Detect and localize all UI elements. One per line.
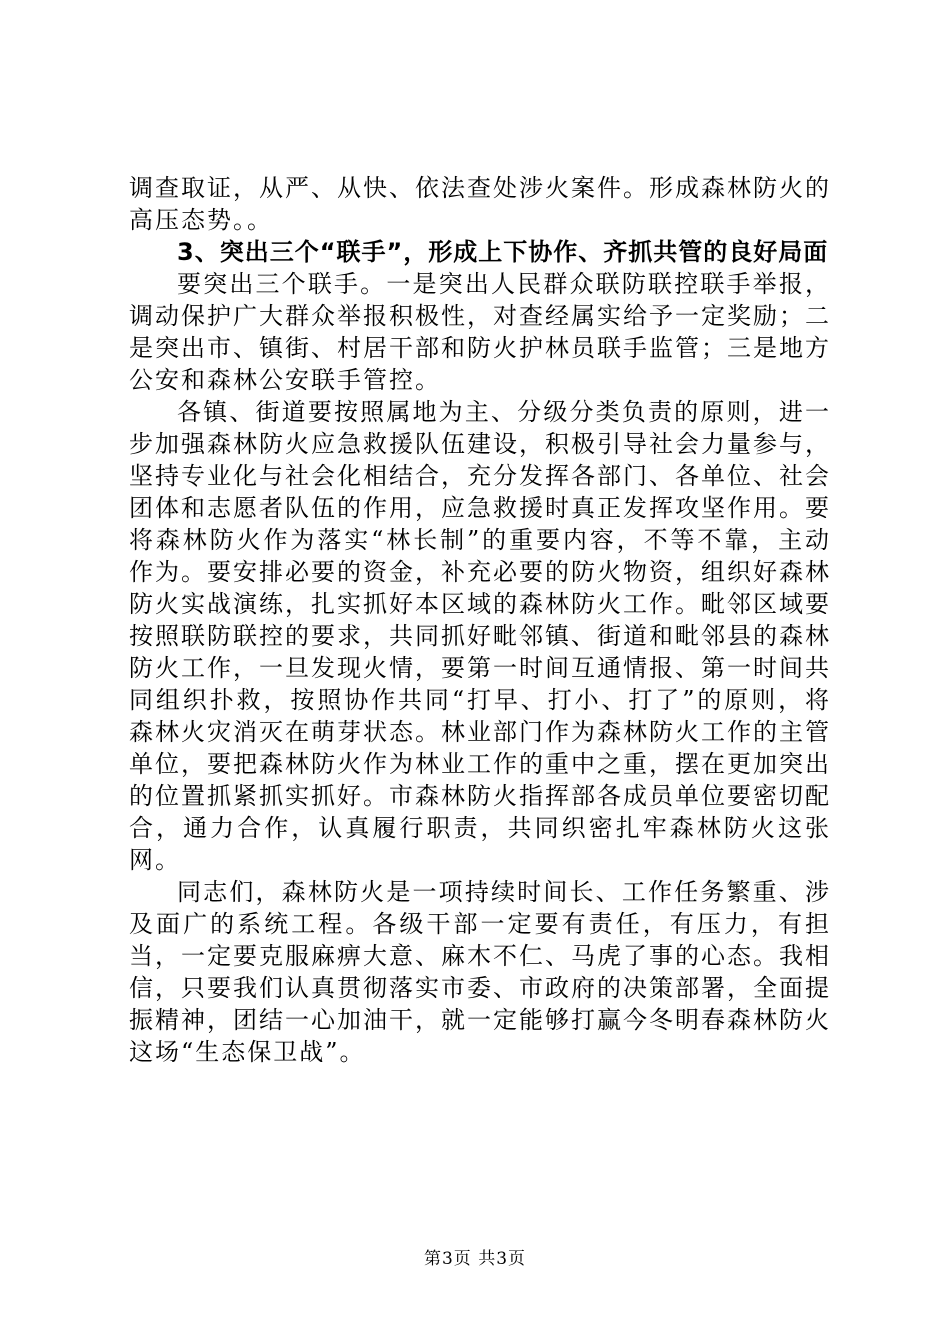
paragraph-joint-control: 要突出三个联手。一是突出人民群众联防联控联手举报，调动保护广大群众举报积极性，对查经属实给予一定奖励；二是突出市、镇街、村居干部和防火护林员联手监管；三是地方公安和森林公安联手管控。 — [129, 270, 831, 394]
paragraph-continuation: 调查取证，从严、从快、依法查处涉火案件。形成森林防火的高压态势。。 — [129, 174, 831, 234]
document-body — [129, 172, 831, 1068]
page-footer: 第3页 共3页 — [423, 1249, 527, 1269]
section-heading: 3、突出三个“联手”，形成上下协作、齐抓共管的良好局面 — [177, 238, 829, 266]
paragraph-town-responsibility: 各镇、街道要按照属地为主、分级分类负责的原则，进一步加强森林防火应急救援队伍建设，积极引导社会力量参与，坚持专业化与社会化相结合，充分发挥各部门、各单位、社会团体和志愿者队伍的作用，应急救援时真正发挥攻坚作用。要将森林防火作为落实“林长制”的重要内容，不等不靠，主动作为。要安排必要的资金，补充必要的防火物资，组织好森林防火实战演练，扎实抓好本区域的森林防火工作。毗邻区域要按照联防联控的要求，共同抓好毗邻镇、街道和毗邻县的森林防火工作，一旦发现火情，要第一时间互通情报、第一时间共同组织扑救，按照协作共同“打早、打小、打了”的原则，将森林火灾消灭在萌芽状态。林业部门作为森林防火工作的主管单位，要把森林防火作为林业工作的重中之重，摆在更加突出的位置抓紧抓实抓好。市森林防火指挥部各成员单位要密切配合，通力合作，认真履行职责，共同织密扎牢森林防火这张网。 — [129, 398, 831, 874]
paragraph-closing: 同志们，森林防火是一项持续时间长、工作任务繁重、涉及面广的系统工程。各级干部一定要有责任，有压力，有担当，一定要克服麻痹大意、麻木不仁、马虎了事的心态。我相信，只要我们认真贯彻落实市委、市政府的决策部署，全面提振精神，团结一心加油干，就一定能够打赢今冬明春森林防火这场“生态保卫战”。 — [129, 878, 831, 1066]
